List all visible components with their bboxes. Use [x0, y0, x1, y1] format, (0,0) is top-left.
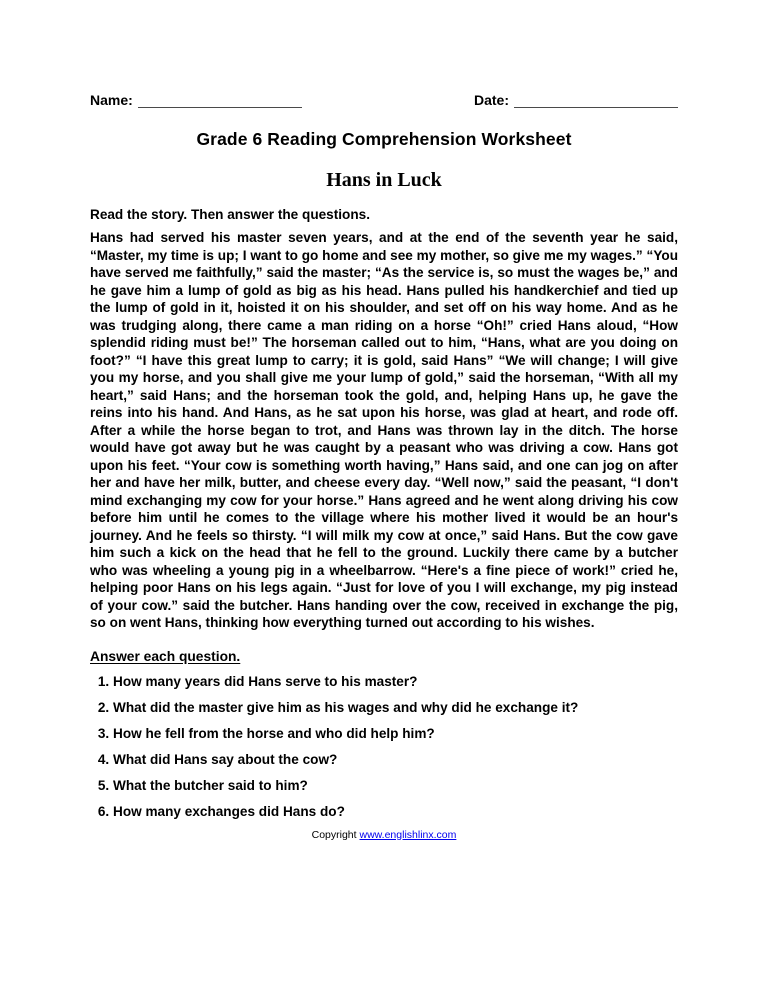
date-blank-line: [514, 93, 678, 108]
question-item-1: 1. How many years did Hans serve to his master?: [113, 673, 678, 691]
worksheet-title: Grade 6 Reading Comprehension Worksheet: [196, 129, 572, 149]
name-blank-line: [138, 93, 302, 108]
question-item-6: 6. How many exchanges did Hans do?: [113, 803, 678, 821]
questions-list: [90, 673, 678, 821]
copyright-label: Copyright: [311, 828, 357, 841]
name-field: [90, 92, 302, 108]
instructions-text: Read the story. Then answer the questions.: [90, 207, 370, 222]
name-date-row: [90, 92, 678, 108]
question-item-2: 2. What did the master give him as his wages and why did he exchange it?: [113, 699, 678, 717]
story-title: Hans in Luck: [326, 169, 442, 191]
footer: [90, 829, 678, 841]
question-item-4: 4. What did Hans say about the cow?: [113, 751, 678, 769]
story-text: Hans had served his master seven years, and at the end of the seventh year he said, “Master, my time is up; I want to go home and see my mother, so give me my wages.” “You have served me faithfully,” said the master; “As the service is, so must the wages be,” and he gave him a lump of gold as big as his head. Hans pulled his handkerchief and tied up the lump of gold in it, hoisted it on his shoulder, and set off on his way home. And as he was trudging along, there came a man riding on a horse “Oh!” cried Hans aloud, “How splendid riding must be!” The horseman called out to him, “Hans, what are you doing on foot?” “I have this great lump to carry; it is gold, said Hans” “We will change; I will give you my horse, and you shall give me your lump of gold,” said the horseman, “With all my heart,” said Hans; and the horseman took the gold, and, helping Hans up, he gave the reins into his hand. And Hans, as he sat upon his horse, was glad at heart, and rode off. After a while the horse began to trot, and Hans was thrown lay in the ditch. The horse would have got away but he was caught by a peasant who was driving a cow. Hans got upon his feet. “Your cow is something worth having,” Hans said, and one can jog on after her and have her milk, butter, and cheese every day. “Well now,” said the peasant, “I don't mind exchanging my cow for your horse.” Hans agreed and he went along driving his cow before him until he comes to the village where his mother lived it would be an hour's journey. And he feels so thirsty. “I will milk my cow at once,” said Hans. But the cow gave him such a kick on the head that he fell to the ground. Luckily there came by a butcher who was wheeling a young pig in a wheelbarrow. “Here's a fine piece of work!” cried he, helping poor Hans on his legs again. “Just for love of you I will exchange, my pig instead of your cow.” said the butcher. Hans handing over the cow, received in exchange the pig, so on went Hans, thinking how everything turned out according to his wishes.: [90, 230, 678, 630]
question-item-3: 3. How he fell from the horse and who did help him?: [113, 725, 678, 743]
questions-heading: Answer each question.: [90, 648, 241, 664]
date-label: Date:: [473, 92, 509, 108]
date-field: [474, 92, 678, 108]
name-label: Name:: [90, 92, 133, 108]
question-item-5: 5. What the butcher said to him?: [113, 777, 678, 795]
copyright-link[interactable]: www.englishlinx.com: [359, 828, 457, 841]
